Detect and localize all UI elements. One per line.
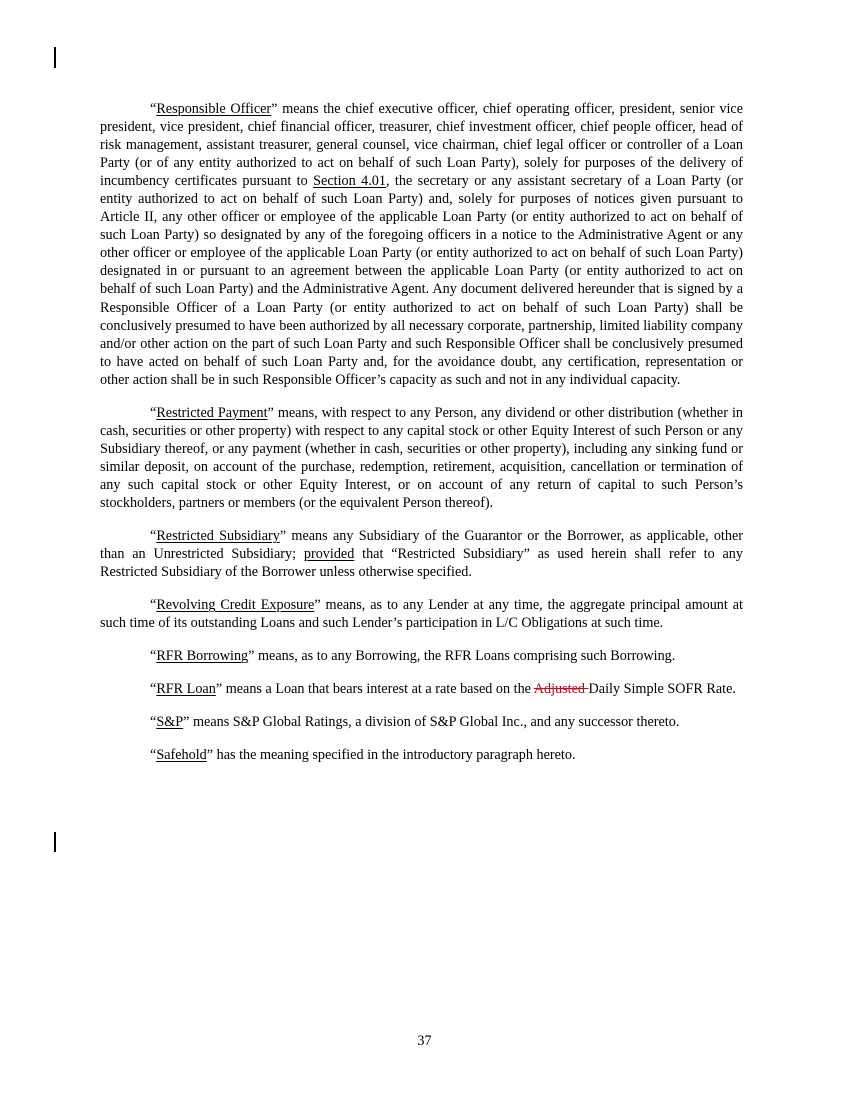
definition-rfr-loan: “RFR Loan” means a Loan that bears interest at a rate based on the Adjusted Daily Simple SOFR Rate. (150, 681, 736, 698)
change-bar (54, 47, 56, 68)
page-number: 37 (417, 1033, 432, 1049)
document-page (100, 100, 743, 764)
section-reference: Section 4.01 (313, 173, 386, 190)
definition-text: means a Loan that bears interest at a rate based on the (222, 681, 534, 698)
provided-keyword: provided (303, 546, 355, 563)
defined-term: Restricted Payment (156, 404, 268, 421)
change-bar (54, 832, 56, 852)
definition-text: means, as to any Lender at any time, the aggregate principal amount at such time of its outstanding Loans and such Lender’s participation in L/C Obligations at such time. (100, 597, 743, 632)
definition-text: Daily Simple SOFR Rate. (588, 681, 736, 698)
definition-restricted-subsidiary: “Restricted Subsidiary” means any Subsidiary of the Guarantor or the Borrower, as applicable, other than an Unrestricted Subsidiary; provided that “Restricted Subsidiary” as used herein shall refer to any Restricted Subsidiary of the Borrower unless otherwise specified. (100, 528, 743, 581)
definition-rfr-borrowing: “RFR Borrowing” means, as to any Borrowing, the RFR Loans comprising such Borrowing. (150, 648, 676, 665)
defined-term: Responsible Officer (156, 101, 272, 117)
defined-term: RFR Borrowing (156, 648, 249, 665)
definition-sp: “S&P” means S&P Global Ratings, a division of S&P Global Inc., and any successor thereto. (150, 714, 680, 731)
definition-text: means any Subsidiary of the Guarantor or the Borrower, as applicable, other than an Unrestricted Subsidiary; (100, 528, 743, 563)
definition-responsible-officer: “Responsible Officer” means the chief executive officer, chief operating officer, president, senior vice president, vice president, chief financial officer, treasurer, chief investment officer, chief people officer, head of risk management, assistant treasurer, general counsel, vice chairman, chief legal officer or controller of a Loan Party (or of any entity authorized to act on behalf of such Loan Party), solely for purposes of the delivery of incumbency certificates pursuant to Section 4.01, the secretary or any assistant secretary of a Loan Party (or entity authorized to act on behalf of such Loan Party) and, solely for purposes of notices given pursuant to Article II, any other officer or employee of the applicable Loan Party (or entity authorized to act on behalf of such Loan Party) so designated by any of the foregoing officers in a notice to the Administrative Agent or any other officer or employee of the applicable Loan Party (or entity authorized to act on behalf of such Loan Party) designated in or pursuant to an agreement between the applicable Loan Party (or entity authorized to act on behalf of such Loan Party) and the Administrative Agent. Any document delivered hereunder that is signed by a Responsible Officer of a Loan Party (or entity authorized to act on behalf of such Loan Party) shall be conclusively presumed to have been authorized by all necessary corporate, partnership, limited liability company and/or other action on the part of such Loan Party and such Responsible Officer shall be conclusively presumed to have acted on behalf of such Loan Party and, for the avoidance doubt, any certification, representation or other action shall be in such Responsible Officer’s capacity as such and not in any individual capacity. (100, 101, 743, 388)
defined-term: S&P (156, 714, 184, 731)
definition-text: means the chief executive officer, chief operating officer, president, senior vice president, vice president, chief financial officer, treasurer, chief investment officer, chief people officer, head of risk management, assistant treasurer, general counsel, vice chairman, chief legal officer or controller of a Loan Party (or of any entity authorized to act on behalf of such Loan Party), solely for purposes of the delivery of incumbency certificates pursuant to (100, 101, 743, 190)
defined-term: Revolving Credit Exposure (156, 597, 315, 614)
deleted-text: Adjusted (533, 681, 589, 698)
defined-term: RFR Loan (156, 681, 216, 698)
definition-text: that “Restricted Subsidiary” as used herein shall refer to any Restricted Subsidiary of the Borrower unless otherwise specified. (100, 546, 743, 581)
defined-term: Restricted Subsidiary (156, 528, 280, 545)
definition-safehold: “Safehold” has the meaning specified in the introductory paragraph hereto. (150, 747, 576, 764)
definition-text: means, as to any Borrowing, the RFR Loans comprising such Borrowing. (254, 648, 676, 665)
definition-revolving-credit-exposure: “Revolving Credit Exposure” means, as to any Lender at any time, the aggregate principal amount at such time of its outstanding Loans and such Lender’s participation in L/C Obligations at such time. (100, 597, 743, 632)
definition-text: means S&P Global Ratings, a division of S&P Global Inc., and any successor thereto. (189, 714, 680, 731)
definition-text: means, with respect to any Person, any dividend or other distribution (whether in cash, securities or other property) with respect to any capital stock or other Equity Interest of such Person or any Subsidiary thereof, or any payment (whether in cash, securities or other property), including any sinking fund or similar deposit, on account of the purchase, redemption, retirement, acquisition, cancellation or termination of any such capital stock or other Equity Interest, or on account of any return of capital to such Person’s stockholders, partners or members (or the equivalent Person thereof). (100, 404, 744, 511)
definition-text: has the meaning specified in the introductory paragraph hereto. (213, 747, 576, 764)
defined-term: Safehold (156, 747, 207, 764)
definition-restricted-payment: “Restricted Payment” means, with respect to any Person, any dividend or other distribution (whether in cash, securities or other property) with respect to any capital stock or other Equity Interest of such Person or any Subsidiary thereof, or any payment (whether in cash, securities or other property), including any sinking fund or similar deposit, on account of the purchase, redemption, retirement, acquisition, cancellation or termination of any such capital stock or other Equity Interest, or on account of any return of capital to such Person’s stockholders, partners or members (or the equivalent Person thereof). (100, 404, 744, 511)
definition-text: , the secretary or any assistant secretary of a Loan Party (or entity authorized to act on behalf of such Loan Party) and, solely for purposes of notices given pursuant to Article II, any other officer or employee of the applicable Loan Party (or entity authorized to act on behalf of such Loan Party) so designated by any of the foregoing officers in a notice to the Administrative Agent or any other officer or employee of the applicable Loan Party (or entity authorized to act on behalf of such Loan Party) designated in or pursuant to an agreement between the applicable Loan Party (or entity authorized to act on behalf of such Loan Party) and the Administrative Agent. Any document delivered hereunder that is signed by a Responsible Officer of a Loan Party (or entity authorized to act on behalf of such Loan Party) shall be conclusively presumed to have been authorized by all necessary corporate, partnership, limited liability company and/or other action on the part of such Loan Party and such Responsible Officer shall be conclusively presumed to have acted on behalf of such Loan Party and, for the avoidance doubt, any certification, representation or other action shall be in such Responsible Officer’s capacity as such and not in any individual capacity. (100, 173, 743, 388)
